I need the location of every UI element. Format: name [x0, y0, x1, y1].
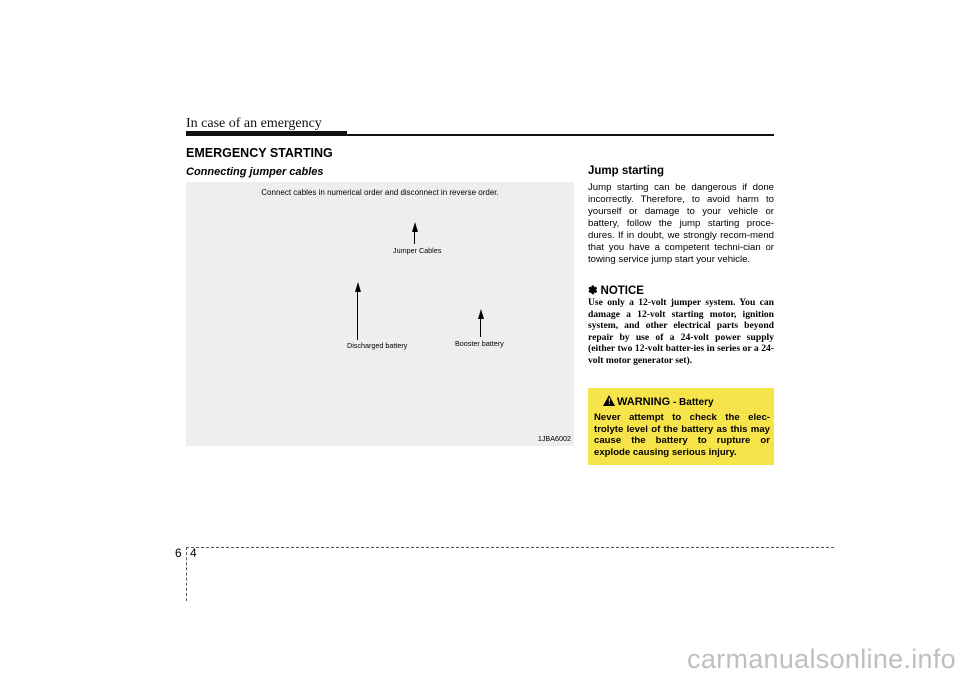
exclamation-icon: !: [608, 397, 611, 406]
arrow-up-icon: [478, 309, 484, 319]
arrow-up-icon: [355, 282, 361, 292]
label-discharged-battery: Discharged battery: [347, 341, 408, 350]
jump-starting-text: Jump starting can be dangerous if done incorrectly. Therefore, to avoid harm to yourself or damage to your vehicle or battery, follow the jump starting proce-dures. If in doubt, we strongly recom-mend that you have a competent techni-cian or towing service jump start your vehicle.: [588, 182, 774, 265]
jumper-cable-figure: [186, 182, 574, 446]
arrow-up-icon: [412, 222, 418, 232]
warning-text: Never attempt to check the elec-trolyte level of the battery as this may cause the battery to rupture or explode causing serious injury.: [594, 412, 770, 458]
header-rule-thick: [186, 131, 347, 136]
warning-title: [617, 396, 714, 408]
notice-title: [588, 283, 774, 297]
header-rule-thin: [347, 134, 774, 136]
figure-code: 1JBA6002: [537, 434, 571, 443]
jump-starting-title: Jump starting: [588, 165, 665, 177]
label-booster-battery: Booster battery: [455, 339, 504, 348]
figure-caption: Connect cables in numerical order and disconnect in reverse order.: [261, 188, 499, 197]
warning-box: [588, 388, 774, 465]
section-title: EMERGENCY STARTING: [186, 146, 333, 160]
pointer-line: [480, 319, 481, 337]
notice-text: Use only a 12-volt jumper system. You can damage a 12-volt starting motor, ignition system, and other electrical parts beyond repair by use of a 24-volt power supply (either two 12-volt batter-ies in series or a 24-volt motor generator set).: [588, 297, 774, 366]
footer-dashed-rule: [186, 547, 834, 548]
pointer-line: [357, 292, 358, 340]
page-number: 4: [190, 546, 197, 560]
page-header-title: In case of an emergency: [186, 116, 322, 131]
chapter-number: 6: [175, 546, 182, 560]
notice-star-icon: ✽: [588, 285, 598, 297]
pointer-line: [414, 232, 415, 244]
subsection-title: Connecting jumper cables: [186, 166, 324, 178]
label-jumper-cables: Jumper Cables: [393, 246, 442, 255]
notice-label: NOTICE: [600, 285, 644, 297]
footer-vertical-dashed-rule: [186, 547, 187, 601]
warning-subtitle: - Battery: [670, 397, 714, 408]
site-watermark: carmanualsonline.info: [687, 644, 956, 674]
warning-label: WARNING: [617, 396, 671, 408]
